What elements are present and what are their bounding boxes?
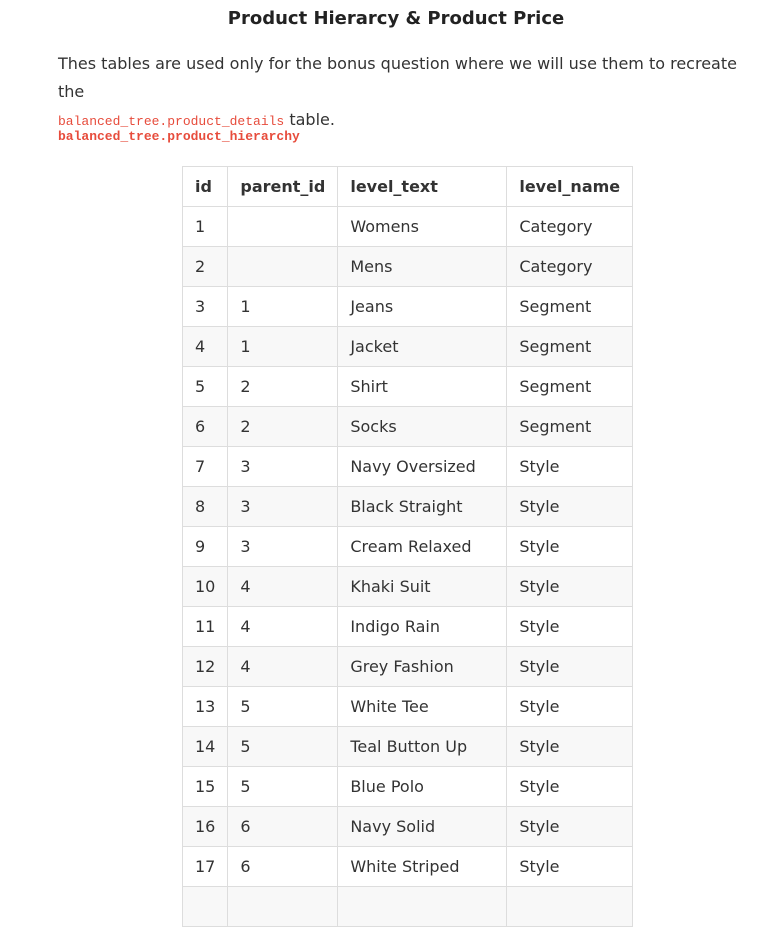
cell-parent-id: 4 xyxy=(228,567,338,607)
cell-level-name: Style xyxy=(507,567,633,607)
cell-id: 8 xyxy=(183,487,228,527)
intro-paragraph xyxy=(58,50,758,136)
cell-level-text: Indigo Rain xyxy=(338,607,507,647)
column-header-parent-id: parent_id xyxy=(228,167,338,207)
table-row xyxy=(183,207,633,247)
cell-id: 12 xyxy=(183,647,228,687)
cell-id: 4 xyxy=(183,327,228,367)
cell-level-text: Grey Fashion xyxy=(338,647,507,687)
cell-parent-id: 3 xyxy=(228,447,338,487)
column-header-level-name: level_name xyxy=(507,167,633,207)
cell-level-name: Style xyxy=(507,527,633,567)
cell-parent-id xyxy=(228,887,338,927)
cell-id: 3 xyxy=(183,287,228,327)
cell-parent-id: 4 xyxy=(228,647,338,687)
cell-level-text: Mens xyxy=(338,247,507,287)
cell-id: 17 xyxy=(183,847,228,887)
column-header-level-text: level_text xyxy=(338,167,507,207)
cell-level-text: Navy Oversized xyxy=(338,447,507,487)
cell-level-name: Style xyxy=(507,447,633,487)
cell-level-text: Shirt xyxy=(338,367,507,407)
table-row xyxy=(183,447,633,487)
cell-level-text: White Striped xyxy=(338,847,507,887)
cell-parent-id: 2 xyxy=(228,367,338,407)
cell-id: 7 xyxy=(183,447,228,487)
table-row xyxy=(183,767,633,807)
cell-parent-id: 2 xyxy=(228,407,338,447)
product-hierarchy-table xyxy=(182,166,633,927)
cell-level-name: Style xyxy=(507,647,633,687)
cell-id: 11 xyxy=(183,607,228,647)
cell-parent-id xyxy=(228,207,338,247)
table-row xyxy=(183,527,633,567)
inline-code-product-details: balanced_tree.product_details xyxy=(58,114,285,129)
cell-id: 2 xyxy=(183,247,228,287)
cell-level-text: Cream Relaxed xyxy=(338,527,507,567)
cell-id: 9 xyxy=(183,527,228,567)
cell-level-text: Womens xyxy=(338,207,507,247)
cell-level-text: Blue Polo xyxy=(338,767,507,807)
table-row xyxy=(183,287,633,327)
cell-parent-id: 3 xyxy=(228,487,338,527)
table-row xyxy=(183,847,633,887)
cell-level-text: Khaki Suit xyxy=(338,567,507,607)
cell-id: 10 xyxy=(183,567,228,607)
cell-level-name: Style xyxy=(507,607,633,647)
cell-parent-id: 6 xyxy=(228,847,338,887)
table-row xyxy=(183,367,633,407)
table-row xyxy=(183,247,633,287)
cell-level-text: Teal Button Up xyxy=(338,727,507,767)
cell-level-name: Segment xyxy=(507,407,633,447)
cell-level-text: Black Straight xyxy=(338,487,507,527)
cell-level-name: Category xyxy=(507,207,633,247)
cell-level-text: Navy Solid xyxy=(338,807,507,847)
table-body xyxy=(183,207,633,927)
table-row xyxy=(183,647,633,687)
cell-level-name: Category xyxy=(507,247,633,287)
cell-level-name: Style xyxy=(507,487,633,527)
intro-text-tail: table. xyxy=(284,110,335,129)
cell-level-name: Segment xyxy=(507,367,633,407)
column-header-id: id xyxy=(183,167,228,207)
cell-id: 6 xyxy=(183,407,228,447)
cell-id: 5 xyxy=(183,367,228,407)
cell-parent-id: 3 xyxy=(228,527,338,567)
table-row xyxy=(183,807,633,847)
cell-level-name: Segment xyxy=(507,287,633,327)
intro-text: Thes tables are used only for the bonus question where we will use them to recreate the xyxy=(58,54,737,101)
page-title: Product Hierarcy & Product Price xyxy=(227,8,565,29)
cell-level-name: Style xyxy=(507,727,633,767)
cell-level-name xyxy=(507,887,633,927)
cell-id xyxy=(183,887,228,927)
cell-level-name: Style xyxy=(507,807,633,847)
section-label-product-hierarchy: balanced_tree.product_hierarchy xyxy=(58,129,300,144)
cell-parent-id: 5 xyxy=(228,727,338,767)
product-hierarchy-table-wrapper xyxy=(182,166,633,927)
header-row xyxy=(183,167,633,207)
table-header xyxy=(183,167,633,207)
cell-id: 13 xyxy=(183,687,228,727)
cell-parent-id: 1 xyxy=(228,327,338,367)
cell-parent-id: 6 xyxy=(228,807,338,847)
table-row xyxy=(183,407,633,447)
table-row xyxy=(183,487,633,527)
cell-level-name: Style xyxy=(507,847,633,887)
cell-parent-id: 4 xyxy=(228,607,338,647)
table-row xyxy=(183,327,633,367)
table-row xyxy=(183,727,633,767)
cell-level-text xyxy=(338,887,507,927)
cell-parent-id: 5 xyxy=(228,687,338,727)
cell-parent-id: 5 xyxy=(228,767,338,807)
cell-level-text: Jacket xyxy=(338,327,507,367)
table-row xyxy=(183,687,633,727)
cell-level-name: Style xyxy=(507,687,633,727)
cell-level-name: Style xyxy=(507,767,633,807)
table-row xyxy=(183,567,633,607)
cell-level-text: Jeans xyxy=(338,287,507,327)
cell-parent-id: 1 xyxy=(228,287,338,327)
cell-parent-id xyxy=(228,247,338,287)
table-row xyxy=(183,607,633,647)
cell-level-text: Socks xyxy=(338,407,507,447)
cell-id: 15 xyxy=(183,767,228,807)
cell-id: 1 xyxy=(183,207,228,247)
cell-id: 14 xyxy=(183,727,228,767)
cell-level-name: Segment xyxy=(507,327,633,367)
cell-id: 16 xyxy=(183,807,228,847)
table-row xyxy=(183,887,633,927)
cell-level-text: White Tee xyxy=(338,687,507,727)
